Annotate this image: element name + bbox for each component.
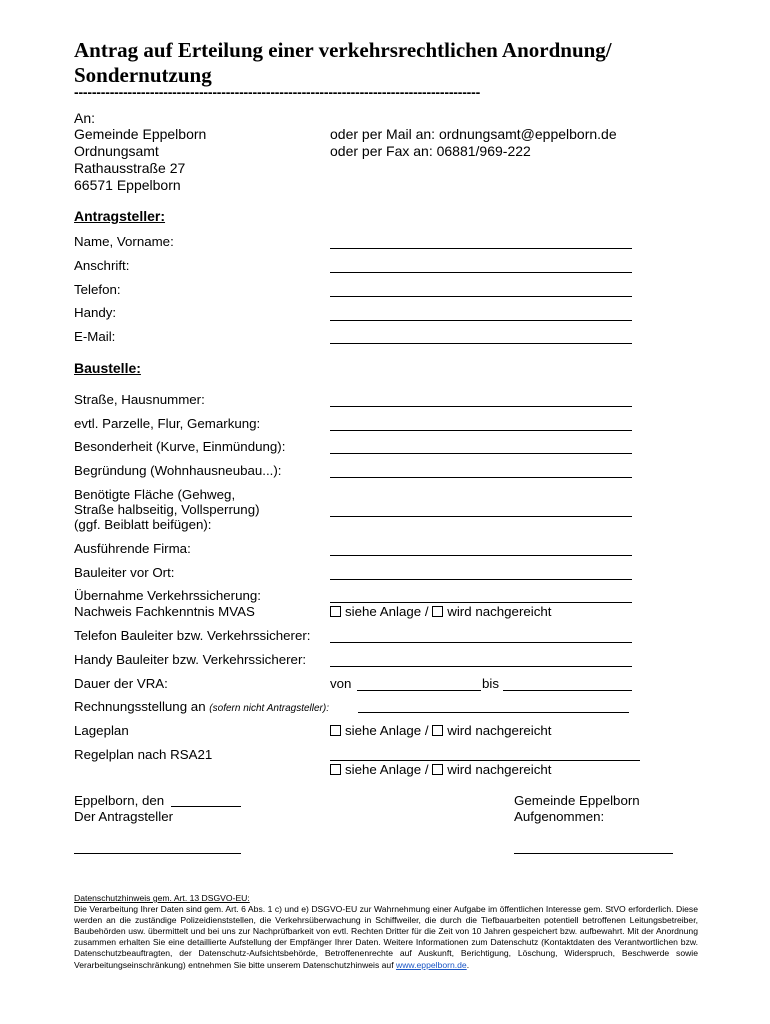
field-label-rule-plan: Regelplan nach RSA21 — [74, 747, 213, 762]
field-label-mobile: Handy: — [74, 305, 117, 320]
field-label-parcel: evtl. Parzelle, Flur, Gemarkung: — [74, 416, 261, 431]
area-input-line[interactable] — [330, 516, 632, 517]
company-input-line[interactable] — [330, 555, 632, 556]
applicant-signature-line[interactable] — [74, 853, 241, 854]
duration-to-input-line[interactable] — [503, 690, 632, 691]
divider: ------------------------------------------------------------------------------------------- — [74, 84, 481, 100]
address-input-line[interactable] — [330, 272, 632, 273]
signature-applicant-label: Der Antragsteller — [74, 809, 174, 824]
field-label-reason: Begründung (Wohnhausneubau...): — [74, 463, 282, 478]
billing-label: Rechnungsstellung an — [74, 699, 206, 714]
field-label-company: Ausführende Firma: — [74, 541, 191, 556]
mvas-options — [330, 604, 551, 620]
recipient-label: An: — [74, 110, 96, 126]
contact-fax: oder per Fax an: 06881/969-222 — [330, 143, 531, 159]
privacy-body: Die Verarbeitung Ihrer Daten sind gem. Art. 6 Abs. 1 c) und e) DSGVO-EU zur Wahrnehmung einer Aufgabe im öffentlichen Interesse gem. StVO erforderlich. Diese werden an die zuständige Polizeidienststellen, die Verkehrsüberwachung in Schiffweiler, die durch die Tiefbauarbeiten potentiell betroffenen Leitungsbetreiber, Baubehörden usw. übermittelt und bei uns zur Nachprüfbarkeit von evtl. Rechten Dritter für die Zeit von 10 Jahren gespeichert bzw. aufbewahrt. Mit der Anordnung zusammen erhalten Sie eine detaillierte Aufstellung der Empfänger Ihrer Daten. Weitere Informationen zum Datenschutz (Kontaktdaten des Verantwortlichen bzw. Datenschutzbeauftragten, der Datenschutz-Aufsichtsbehörde, Betroffenenrechte auf Auskunft, Berichtigung, Löschung, Widerspruch, Beschwerde sowie Verarbeitungseinschränkung) entnehmen Sie bitte unserem Datenschutzhinweis auf — [74, 904, 698, 970]
field-label-phone-manager: Telefon Bauleiter bzw. Verkehrssicherer: — [74, 628, 311, 643]
field-label-special: Besonderheit (Kurve, Einmündung): — [74, 439, 286, 454]
municipality-signature-line[interactable] — [514, 853, 673, 854]
field-label-billing — [74, 699, 329, 717]
mobile-manager-input-line[interactable] — [330, 666, 632, 667]
option-later: wird nachgereicht — [447, 604, 552, 619]
reason-input-line[interactable] — [330, 477, 632, 478]
duration-from-label: von — [330, 676, 352, 691]
recipient-line-2: Ordnungsamt — [74, 143, 159, 159]
option-separator: / — [421, 762, 433, 777]
site-plan-options — [330, 723, 551, 739]
option-separator: / — [421, 604, 433, 619]
field-label-traffic-safety: Übernahme Verkehrssicherung: — [74, 588, 261, 603]
rule-plan-input-line[interactable] — [330, 760, 640, 761]
street-input-line[interactable] — [330, 406, 632, 407]
field-label-name: Name, Vorname: — [74, 234, 174, 249]
option-attached: siehe Anlage — [345, 723, 422, 738]
phone-input-line[interactable] — [330, 296, 632, 297]
name-input-line[interactable] — [330, 248, 632, 249]
signature-place-date: Eppelborn, den — [74, 793, 165, 808]
option-later: wird nachgereicht — [447, 762, 552, 777]
field-label-email: E-Mail: — [74, 329, 116, 344]
field-label-mobile-manager: Handy Bauleiter bzw. Verkehrssicherer: — [74, 652, 307, 667]
rule-plan-attached-checkbox[interactable] — [330, 764, 341, 775]
field-label-mvas: Nachweis Fachkenntnis MVAS — [74, 604, 255, 619]
field-label-street: Straße, Hausnummer: — [74, 392, 205, 407]
duration-to-label: bis — [482, 676, 499, 691]
signature-municipality: Gemeinde Eppelborn — [514, 793, 640, 808]
site-manager-input-line[interactable] — [330, 579, 632, 580]
field-label-site-manager: Bauleiter vor Ort: — [74, 565, 175, 580]
rule-plan-options — [330, 762, 551, 778]
field-label-address: Anschrift: — [74, 258, 130, 273]
field-label-duration: Dauer der VRA: — [74, 676, 168, 691]
option-separator: / — [421, 723, 433, 738]
rule-plan-later-checkbox[interactable] — [432, 764, 443, 775]
duration-from-input-line[interactable] — [357, 690, 481, 691]
recipient-line-3: Rathausstraße 27 — [74, 160, 186, 176]
billing-input-line[interactable] — [358, 712, 629, 713]
privacy-heading: Datenschutzhinweis gem. Art. 13 DSGVO-EU: — [74, 893, 250, 903]
signature-received: Aufgenommen: — [514, 809, 605, 824]
field-label-area-1: Benötigte Fläche (Gehweg, — [74, 487, 236, 502]
mvas-later-checkbox[interactable] — [432, 606, 443, 617]
option-later: wird nachgereicht — [447, 723, 552, 738]
privacy-end: . — [466, 959, 470, 970]
privacy-notice — [74, 893, 698, 971]
site-plan-attached-checkbox[interactable] — [330, 725, 341, 736]
mvas-attached-checkbox[interactable] — [330, 606, 341, 617]
section-applicant: Antragsteller: — [74, 208, 166, 224]
parcel-input-line[interactable] — [330, 430, 632, 431]
phone-manager-input-line[interactable] — [330, 642, 632, 643]
field-label-site-plan: Lageplan — [74, 723, 129, 738]
site-plan-later-checkbox[interactable] — [432, 725, 443, 736]
field-label-area-2: Straße halbseitig, Vollsperrung) — [74, 502, 260, 517]
recipient-line-4: 66571 Eppelborn — [74, 177, 181, 193]
field-label-area-3: (ggf. Beiblatt beifügen): — [74, 517, 212, 532]
section-construction-site: Baustelle: — [74, 360, 141, 376]
contact-mail: oder per Mail an: ordnungsamt@eppelborn.de — [330, 126, 617, 142]
field-label-phone: Telefon: — [74, 282, 121, 297]
email-input-line[interactable] — [330, 343, 632, 344]
privacy-link[interactable]: www.eppelborn.de — [395, 959, 467, 970]
option-attached: siehe Anlage — [345, 604, 422, 619]
option-attached: siehe Anlage — [345, 762, 422, 777]
special-input-line[interactable] — [330, 453, 632, 454]
billing-note: (sofern nicht Antragsteller): — [209, 703, 329, 714]
page-title: Antrag auf Erteilung einer verkehrsrechtlichen Anordnung/ Sondernutzung — [74, 38, 612, 87]
recipient-line-1: Gemeinde Eppelborn — [74, 126, 207, 142]
mobile-input-line[interactable] — [330, 320, 632, 321]
traffic-safety-input-line[interactable] — [330, 602, 632, 603]
date-input-line[interactable] — [171, 806, 241, 807]
